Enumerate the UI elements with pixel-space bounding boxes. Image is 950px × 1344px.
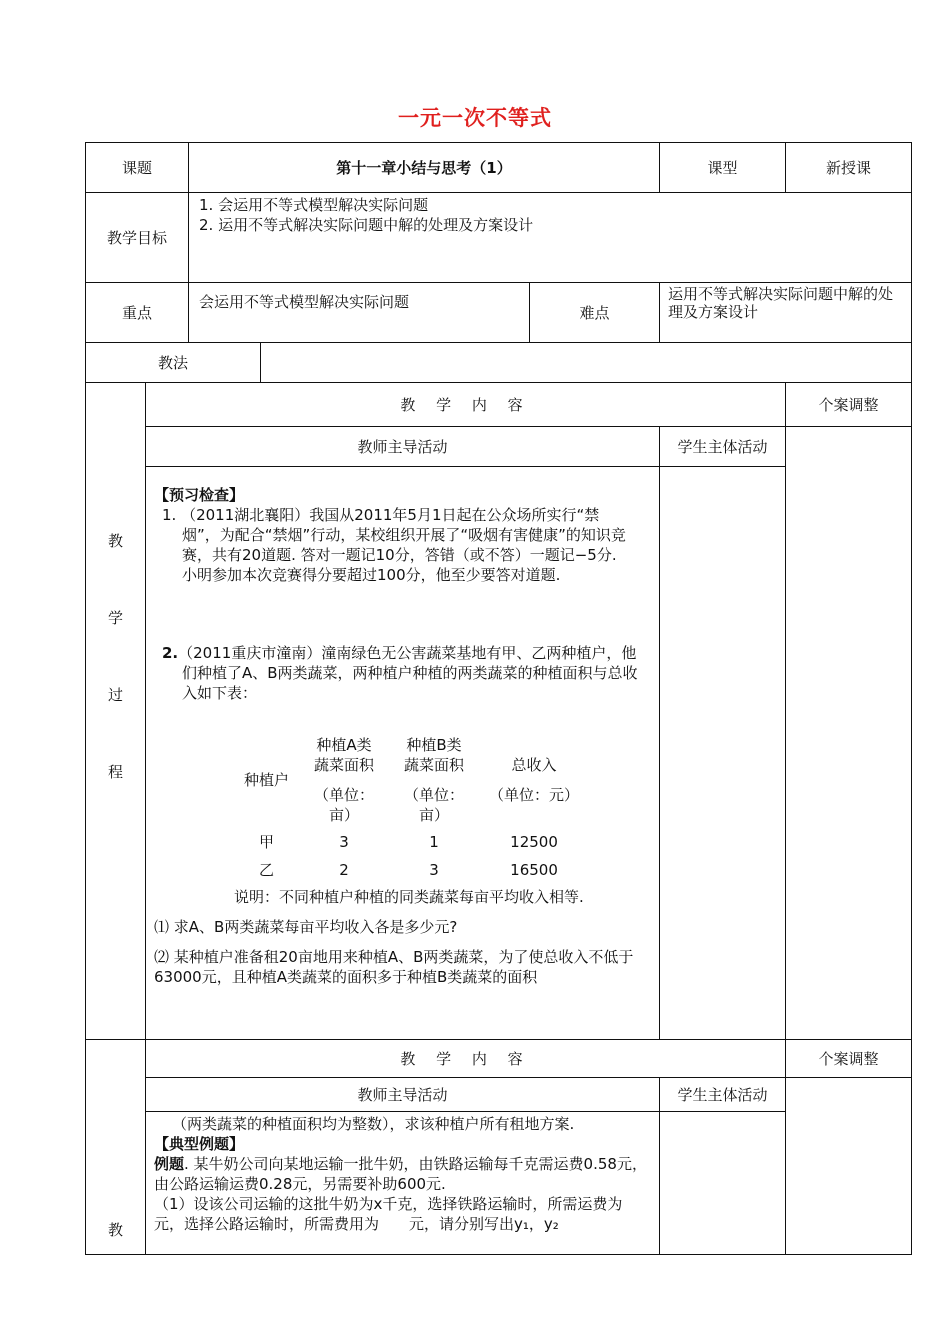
continuation-text: （两类蔬菜的种植面积均为整数），求该种植户所有租地方案. — [172, 1115, 575, 1133]
adjust-cell-2 — [786, 1078, 912, 1255]
process-char: 教 — [107, 532, 123, 550]
topic-value: 第十一章小结与思考（1） — [189, 143, 660, 193]
adjust-cell — [786, 427, 912, 1040]
content-header-2: 教 学 内 容 — [146, 1040, 786, 1078]
process-label — [86, 383, 146, 1040]
content-header: 教 学 内 容 — [146, 383, 786, 427]
example-label: 例题 — [154, 1155, 185, 1173]
page-title: 一元一次不等式 — [398, 106, 552, 130]
goal-item: 2. 运用不等式解决实际问题中解的处理及方案设计 — [199, 216, 534, 234]
process2-label: 教 — [86, 1040, 146, 1255]
key-label: 重点 — [86, 283, 189, 343]
col-farmer: 种植户 — [244, 771, 290, 789]
teacher-content-2 — [146, 1112, 660, 1255]
col-area-a: 种植A类蔬菜面积 — [314, 736, 375, 774]
col-income: 总收入 — [511, 756, 557, 774]
type-value: 新授课 — [786, 143, 912, 193]
goals-content — [189, 193, 912, 283]
student-content — [660, 467, 786, 1040]
teacher-header-2: 教师主导活动 — [146, 1078, 660, 1112]
col-area-b: 种植B类蔬菜面积 — [404, 736, 465, 774]
process-char: 学 — [107, 609, 123, 627]
goals-label: 教学目标 — [86, 193, 189, 283]
adjust-header: 个案调整 — [786, 383, 912, 427]
question-2 — [154, 643, 651, 703]
row-name: 甲 — [259, 833, 275, 851]
example-text — [154, 1154, 651, 1194]
lesson-plan-table — [85, 142, 912, 1255]
student-content-2 — [660, 1112, 786, 1255]
row-b: 1 — [429, 833, 439, 851]
sub-question-1: ⑴ 求A、B两类蔬菜每亩平均收入各是多少元? — [154, 918, 458, 936]
unit-income: （单位：元） — [489, 786, 580, 804]
row-a: 3 — [339, 833, 349, 851]
sub-question-2: ⑵ 某种植户准备租20亩地用来种植A、B两类蔬菜，为了使总收入不低于63000元，且种植A类蔬菜的面积多于种植B类蔬菜的面积 — [154, 948, 634, 986]
preview-heading: 【预习检查】 — [154, 486, 245, 504]
example-body: . 某牛奶公司向某地运输一批牛奶，由铁路运输每千克需运费0.58元，由公路运输运费0.28元，另需要补助600元. — [154, 1155, 647, 1193]
key-value: 会运用不等式模型解决实际问题 — [189, 283, 530, 343]
question-1: 1. （2011湖北襄阳）我国从2011年5月1日起在公众场所实行“禁烟”，为配合“禁烟”行动，某校组织开展了“吸烟有害健康”的知识竞赛，共有20道题. 答对一题记10分，答错（或不答）一题记−5分. 小明参加本次竞赛得分要超过100分，他至少要答对道题. — [162, 506, 626, 584]
row-income: 12500 — [510, 833, 558, 851]
row-b: 3 — [429, 861, 439, 879]
process-char: 程 — [107, 763, 123, 781]
method-value — [261, 343, 912, 383]
student-header: 学生主体活动 — [660, 427, 786, 467]
method-label: 教法 — [86, 343, 261, 383]
topic-label: 课题 — [86, 143, 189, 193]
process-char: 过 — [107, 686, 123, 704]
row-income: 16500 — [510, 861, 558, 879]
row-name: 乙 — [259, 861, 275, 879]
difficulty-value: 运用不等式解决实际问题中解的处理及方案设计 — [660, 283, 912, 343]
example-question-1: （1）设该公司运输的这批牛奶为x千克，选择铁路运输时，所需运费为 元，选择公路运输时，所需费用为 元，请分别写出y₁，y₂ — [154, 1195, 638, 1233]
teacher-header: 教师主导活动 — [146, 427, 660, 467]
difficulty-label: 难点 — [530, 283, 660, 343]
student-header-2: 学生主体活动 — [660, 1078, 786, 1112]
unit-a: （单位：亩） — [314, 786, 375, 824]
table-note: 说明：不同种植户种植的同类蔬菜每亩平均收入相等. — [234, 888, 584, 906]
row-a: 2 — [339, 861, 349, 879]
question-2-num: 2. — [162, 644, 179, 662]
teacher-content — [146, 467, 660, 1040]
unit-b: （单位：亩） — [404, 786, 465, 824]
example-heading: 【典型例题】 — [154, 1135, 245, 1153]
question-2-text: （2011重庆市潼南）潼南绿色无公害蔬菜基地有甲、乙两种植户，他们种植了A、B两类蔬菜，两种植户种植的两类蔬菜的种植面积与总收入如下表： — [178, 644, 638, 702]
adjust-header-2: 个案调整 — [786, 1040, 912, 1078]
planting-table — [234, 733, 589, 883]
type-label: 课型 — [660, 143, 786, 193]
goal-item: 1. 会运用不等式模型解决实际问题 — [199, 196, 429, 214]
